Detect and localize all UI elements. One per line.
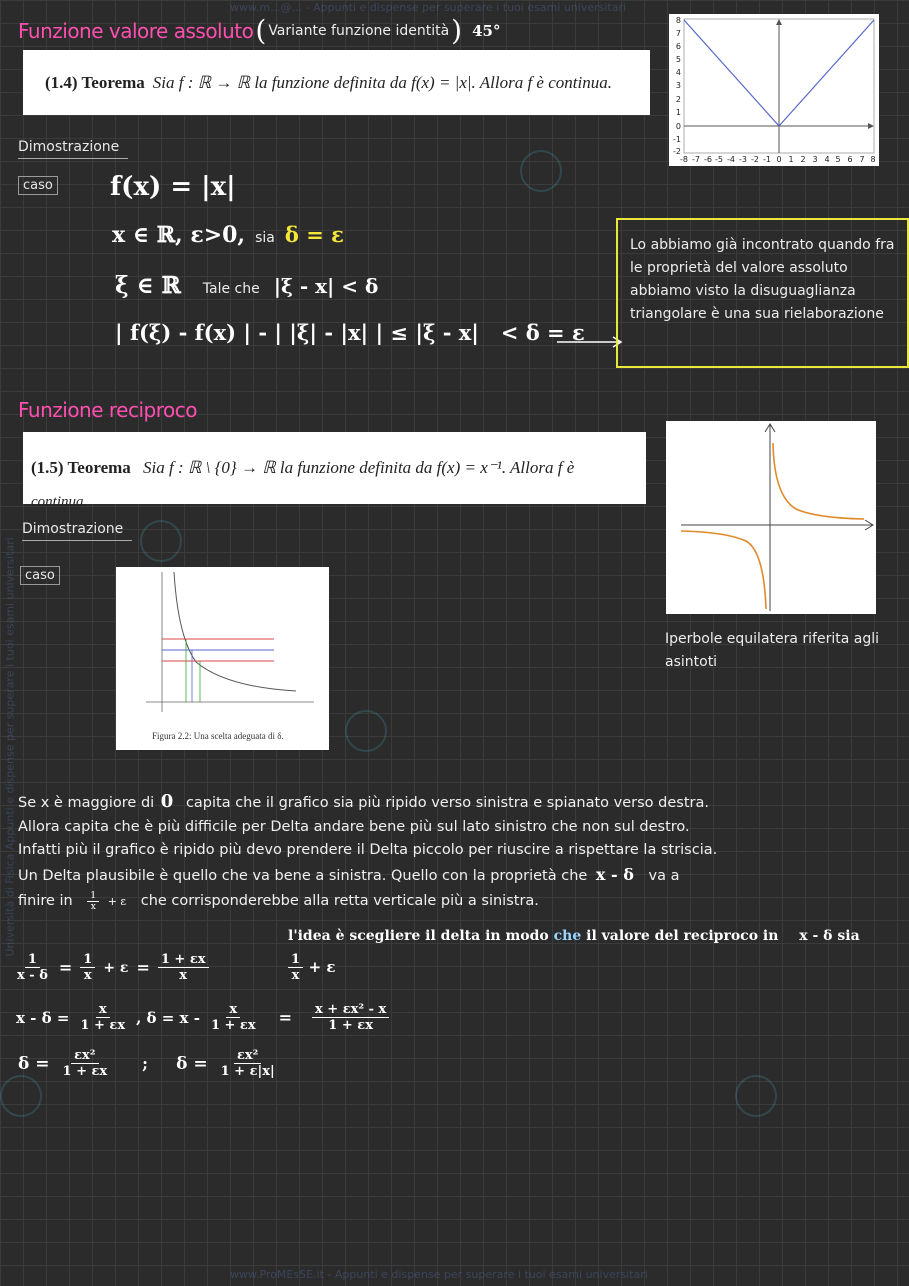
svg-text:2: 2	[675, 95, 681, 104]
proof-line-3-tale: Tale che	[202, 281, 260, 297]
svg-text:4: 4	[824, 155, 830, 164]
dimostrazione-1-label: Dimostrazione	[18, 139, 128, 159]
svg-text:8: 8	[870, 155, 876, 164]
watermark-logo	[140, 520, 182, 562]
proof-line-3-b: |ξ - x| < δ	[273, 274, 379, 298]
svg-text:5: 5	[675, 55, 681, 64]
y-axis-arrow	[776, 19, 782, 25]
svg-text:5: 5	[835, 155, 841, 164]
proof-line-2-a: x ∈ ℝ, ε>0,	[112, 222, 246, 248]
svg-text:0: 0	[776, 155, 782, 164]
proof-line-1: f(x) = |x|	[110, 172, 236, 202]
svg-text:-6: -6	[704, 155, 712, 164]
idea-fraction: $\frac{1}{x}$ + ε	[288, 952, 336, 983]
hyperbola-branch-right	[773, 443, 864, 519]
svg-text:-1: -1	[763, 155, 771, 164]
para-line-4: Un Delta plausibile è quello che va bene a sinistra. Quello con la proprietà che x - δ va a	[18, 864, 680, 884]
proof-line-3-a: ξ ∈ ℝ	[115, 272, 181, 299]
svg-text:6: 6	[675, 42, 681, 51]
figure-2-2-plot	[116, 567, 329, 727]
section2-title: Funzione reciproco	[18, 398, 197, 422]
svg-text:-5: -5	[715, 155, 723, 164]
theorem-1-5-text: Sia f : ℝ \ {0} → ℝ la funzione definita da f(x) = x⁻¹. Allora f è	[143, 458, 575, 477]
svg-text:4: 4	[675, 68, 681, 77]
x-tick-labels	[680, 155, 876, 164]
section1-paren-note: Variante funzione identità	[268, 22, 450, 39]
abs-value-graph	[669, 14, 879, 166]
y-tick-labels	[673, 16, 681, 156]
svg-text:3: 3	[812, 155, 818, 164]
theorem-1-5-label: (1.5) Teorema	[31, 458, 131, 477]
watermark-logo	[0, 1075, 42, 1117]
svg-text:-4: -4	[727, 155, 735, 164]
idea-line: l'idea è scegliere il delta in modo che il valore del reciproco in x - δ sia	[288, 928, 860, 944]
dimostrazione-2-label: Dimostrazione	[22, 521, 132, 541]
theorem-1-4-label: (1.4) Teorema	[45, 72, 145, 92]
explanation-paragraph	[18, 790, 898, 914]
proof-line-2	[112, 222, 344, 248]
para-line-1: Se x è maggiore di 0 capita che il grafico sia più ripido verso sinistra e spianato verso destra.	[18, 791, 709, 812]
hyperbola-branch-left	[681, 531, 766, 609]
caso-1-label: caso	[18, 176, 58, 195]
svg-text:-8: -8	[680, 155, 688, 164]
svg-text:1: 1	[788, 155, 794, 164]
proof-line-2-sia: sia	[255, 230, 275, 246]
note-box: Lo abbiamo già incontrato quando fra le proprietà del valore assoluto abbiamo visto la disuguaglianza triangolare è una sua rielaborazione	[616, 218, 909, 368]
svg-text:1: 1	[675, 108, 681, 117]
svg-text:-3: -3	[739, 155, 747, 164]
svg-text:8: 8	[675, 16, 681, 25]
svg-text:-1: -1	[673, 135, 681, 144]
theorem-1-5-text2: continua.	[31, 494, 88, 510]
paren-open: (	[255, 14, 267, 47]
watermark-left: Università di Fisica Appunti e dispense per superare i tuoi esami universitari	[3, 537, 17, 957]
svg-text:-2: -2	[751, 155, 759, 164]
figure-2-2-caption: Figura 2.2: Una scelta adeguata di δ.	[152, 731, 284, 741]
section1-angle: 45°	[472, 21, 501, 40]
proof-line-4: | f(ξ) - f(x) | - | |ξ| - |x| | ≤ |ξ - x| < δ = ε	[115, 320, 585, 345]
theorem-1-4-text: Sia f : ℝ → ℝ la funzione definita da f(x) = |x|. Allora f è continua.	[152, 72, 612, 92]
para-line-3: Infatti più il grafico è ripido più devo prendere il Delta piccolo per riuscire a rispettare la striscia.	[18, 842, 718, 858]
para-line-2: Allora capita che è più difficile per Delta andare bene più sul lato sinistro che non sul destro.	[18, 818, 690, 835]
theorem-1-4	[23, 50, 650, 115]
caso-2-label: caso	[20, 566, 60, 585]
watermark-top: www.m...@... - Appunti e dispense per superare i tuoi esami universitari	[230, 1, 627, 14]
watermark-logo	[345, 710, 387, 752]
svg-text:6: 6	[847, 155, 853, 164]
proof-line-2-b: δ = ε	[284, 222, 344, 247]
hyperbola-plot	[666, 421, 876, 614]
equation-1: $\frac{1}{x - \delta}$ = $\frac{1}{x}$ + ε = $\frac{1 + \varepsilon x}{x}$	[14, 952, 209, 983]
svg-text:7: 7	[859, 155, 865, 164]
svg-text:-2: -2	[673, 147, 681, 156]
svg-text:-7: -7	[692, 155, 700, 164]
watermark-bottom: www.ProMEsSE.it - Appunti e dispense per superare i tuoi esami universitari	[230, 1268, 648, 1281]
equation-3: δ = $\frac{\text{εx²}}{1 + \varepsilon x}$ ; δ = $\frac{\text{εx²}}{1 + \varepsilon|x|}$	[18, 1048, 275, 1079]
watermark-logo	[735, 1075, 777, 1117]
equation-2: x - δ = $\frac{x}{1 + \varepsilon x}$ , δ = x - $\frac{x}{1 + \varepsilon x}$ = $\frac{\text{x + εx² - x}}{1 + \varepsilon x}$	[16, 1002, 389, 1033]
watermark-logo	[520, 150, 562, 192]
x-axis-arrow	[868, 123, 874, 129]
svg-text:2: 2	[800, 155, 806, 164]
figure-2-2	[116, 567, 329, 750]
svg-text:3: 3	[675, 81, 681, 90]
para-line-5: finire in $\frac{1}{x}$ + ε che corrisponderebbe alla retta verticale più a sinistra.	[18, 890, 539, 912]
hyperbola-caption: Iperbole equilatera riferita agli asintoti	[665, 631, 880, 670]
theorem-1-5	[23, 432, 646, 510]
section1-title: Funzione valore assoluto	[18, 18, 254, 43]
svg-text:0: 0	[675, 122, 681, 131]
paren-close: )	[451, 14, 463, 47]
hyperbola-graph	[666, 421, 876, 614]
section1-header	[18, 14, 500, 47]
abs-value-plot	[669, 14, 879, 166]
proof-line-3	[115, 272, 378, 299]
svg-text:7: 7	[675, 29, 681, 38]
